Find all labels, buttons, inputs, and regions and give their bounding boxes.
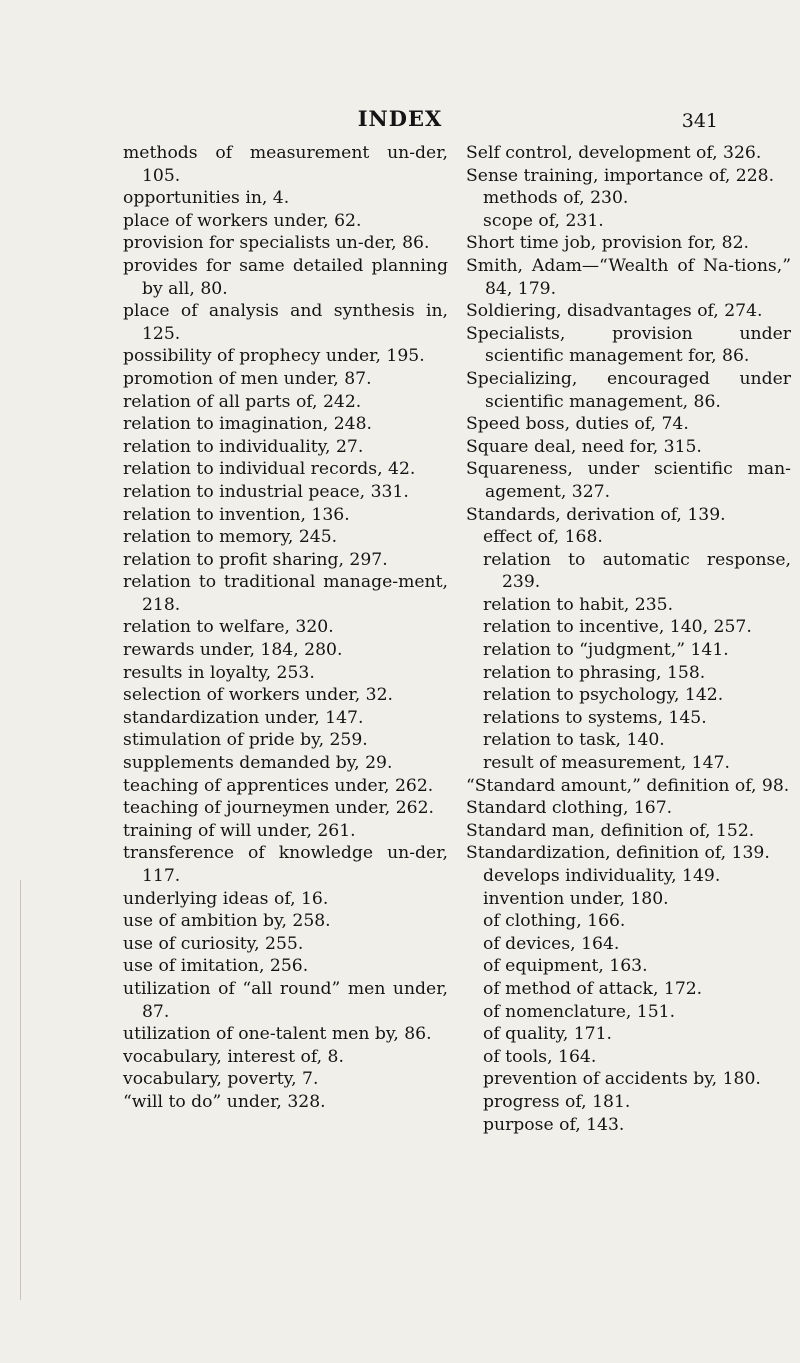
index-subentry: develops individuality, 149. [483,866,721,886]
index-entry: Smith, Adam—“Wealth of Na-tions,” 84, 179. [466,255,791,299]
index-subentry: relation to automatic response, 239. [483,549,791,593]
index-subentry: purpose of, 143. [483,1114,625,1135]
index-subentry: result of measurement, 147. [483,753,730,774]
index-subentry: of devices, 164. [483,933,620,954]
index-subentry: methods of, 230. [483,188,629,209]
index-entry: “Standard amount,” definition of, 98. [466,775,790,796]
index-subentry: of equipment, 163. [483,956,648,977]
index-subentry: relations to systems, 145. [483,707,707,728]
index-subentry: progress of, 181. [483,1091,631,1112]
index-entry: use of curiosity, 255. [123,933,304,954]
index-entry: promotion of men under, 87. [123,368,372,389]
index-column-right [466,142,791,1136]
running-head: INDEX [357,106,443,131]
index-entry: provision for specialists un-der, 86. [123,233,430,254]
index-entry: opportunities in, 4. [123,188,290,209]
page-number: 341 [681,110,718,132]
index-entry: Short time job, provision for, 82. [466,233,749,254]
index-entry: vocabulary, interest of, 8. [123,1046,344,1067]
index-entry: Standardization, definition of, 139. [466,843,770,864]
index-subentry: of nomenclature, 151. [483,1001,676,1022]
page-edge-shadow [20,880,21,1300]
index-entry: results in loyalty, 253. [123,662,315,683]
index-entry: standardization under, 147. [123,707,364,728]
index-entry: Standard man, definition of, 152. [466,820,755,841]
index-entry: relation to traditional manage-ment, 218. [123,572,448,615]
index-subentry: scope of, 231. [483,210,604,231]
index-entry: use of ambition by, 258. [123,911,331,932]
index-entry: selection of workers under, 32. [123,685,394,706]
index-entry: training of will under, 261. [123,820,356,841]
index-subentry: relation to incentive, 140, 257. [483,617,752,638]
index-entry: relation to imagination, 248. [123,414,373,435]
index-subentry: invention under, 180. [483,888,669,909]
index-subentry: relation to habit, 235. [483,594,674,615]
index-entry: Soldiering, disadvantages of, 274. [466,301,763,322]
index-entry: utilization of one-talent men by, 86. [123,1024,432,1045]
index-entry: relation to memory, 245. [123,527,338,548]
index-entry: methods of measurement un-der, 105. [123,143,448,186]
index-entry: Standards, derivation of, 139. [466,504,726,525]
index-subentry: relation to phrasing, 158. [483,662,706,683]
index-entry: Self control, development of, 326. [466,143,762,163]
index-entry: use of imitation, 256. [123,956,309,977]
index-entry: Specializing, encouraged under scientific management, 86. [466,368,791,412]
page-header [0,106,800,136]
index-entry: stimulation of pride by, 259. [123,730,368,751]
index-entry: utilization of “all round” men under, 87. [123,978,448,1022]
index-entry: relation to individuality, 27. [123,436,364,457]
index-entry: possibility of prophecy under, 195. [123,346,425,367]
index-subentry: of quality, 171. [483,1024,613,1045]
index-entry: provides for same detailed planning by all, 80. [123,255,448,299]
index-entry: Sense training, importance of, 228. [466,165,775,186]
index-subentry: of clothing, 166. [483,911,626,932]
index-entry: place of analysis and synthesis in, 125. [123,301,448,344]
index-entry: relation to industrial peace, 331. [123,481,409,502]
index-entry: rewards under, 184, 280. [123,640,343,661]
index-entry: Specialists, provision under scientific management for, 86. [466,323,791,367]
index-entry: underlying ideas of, 16. [123,888,329,909]
index-subentry: of method of attack, 172. [483,978,703,999]
index-entry: relation of all parts of, 242. [123,391,362,412]
index-entry: transference of knowledge un-der, 117. [123,843,448,886]
index-entry: relation to profit sharing, 297. [123,549,388,570]
index-entry: relation to individual records, 42. [123,459,416,480]
index-entry: teaching of apprentices under, 262. [123,775,434,796]
index-subentry: relation to task, 140. [483,730,665,751]
index-subentry: of tools, 164. [483,1046,597,1067]
index-entry: “will to do” under, 328. [123,1091,326,1112]
index-entry: vocabulary, poverty, 7. [123,1069,319,1090]
index-entry: Standard clothing, 167. [466,798,673,819]
index-subentry: prevention of accidents by, 180. [483,1069,761,1090]
index-entry: relation to welfare, 320. [123,617,334,638]
index-subentry: relation to psychology, 142. [483,685,724,706]
index-entry: Square deal, need for, 315. [466,436,702,457]
index-entry: Speed boss, duties of, 74. [466,414,689,435]
index-subentry: effect of, 168. [483,527,603,548]
index-entry: place of workers under, 62. [123,210,362,231]
index-entry: teaching of journeymen under, 262. [123,798,434,819]
index-entry: Squareness, under scientific man-agement, 327. [466,459,791,502]
index-entry: relation to invention, 136. [123,504,350,525]
index-subentry: relation to “judgment,” 141. [483,640,729,661]
index-column-left [123,142,448,1114]
index-entry: supplements demanded by, 29. [123,753,393,774]
